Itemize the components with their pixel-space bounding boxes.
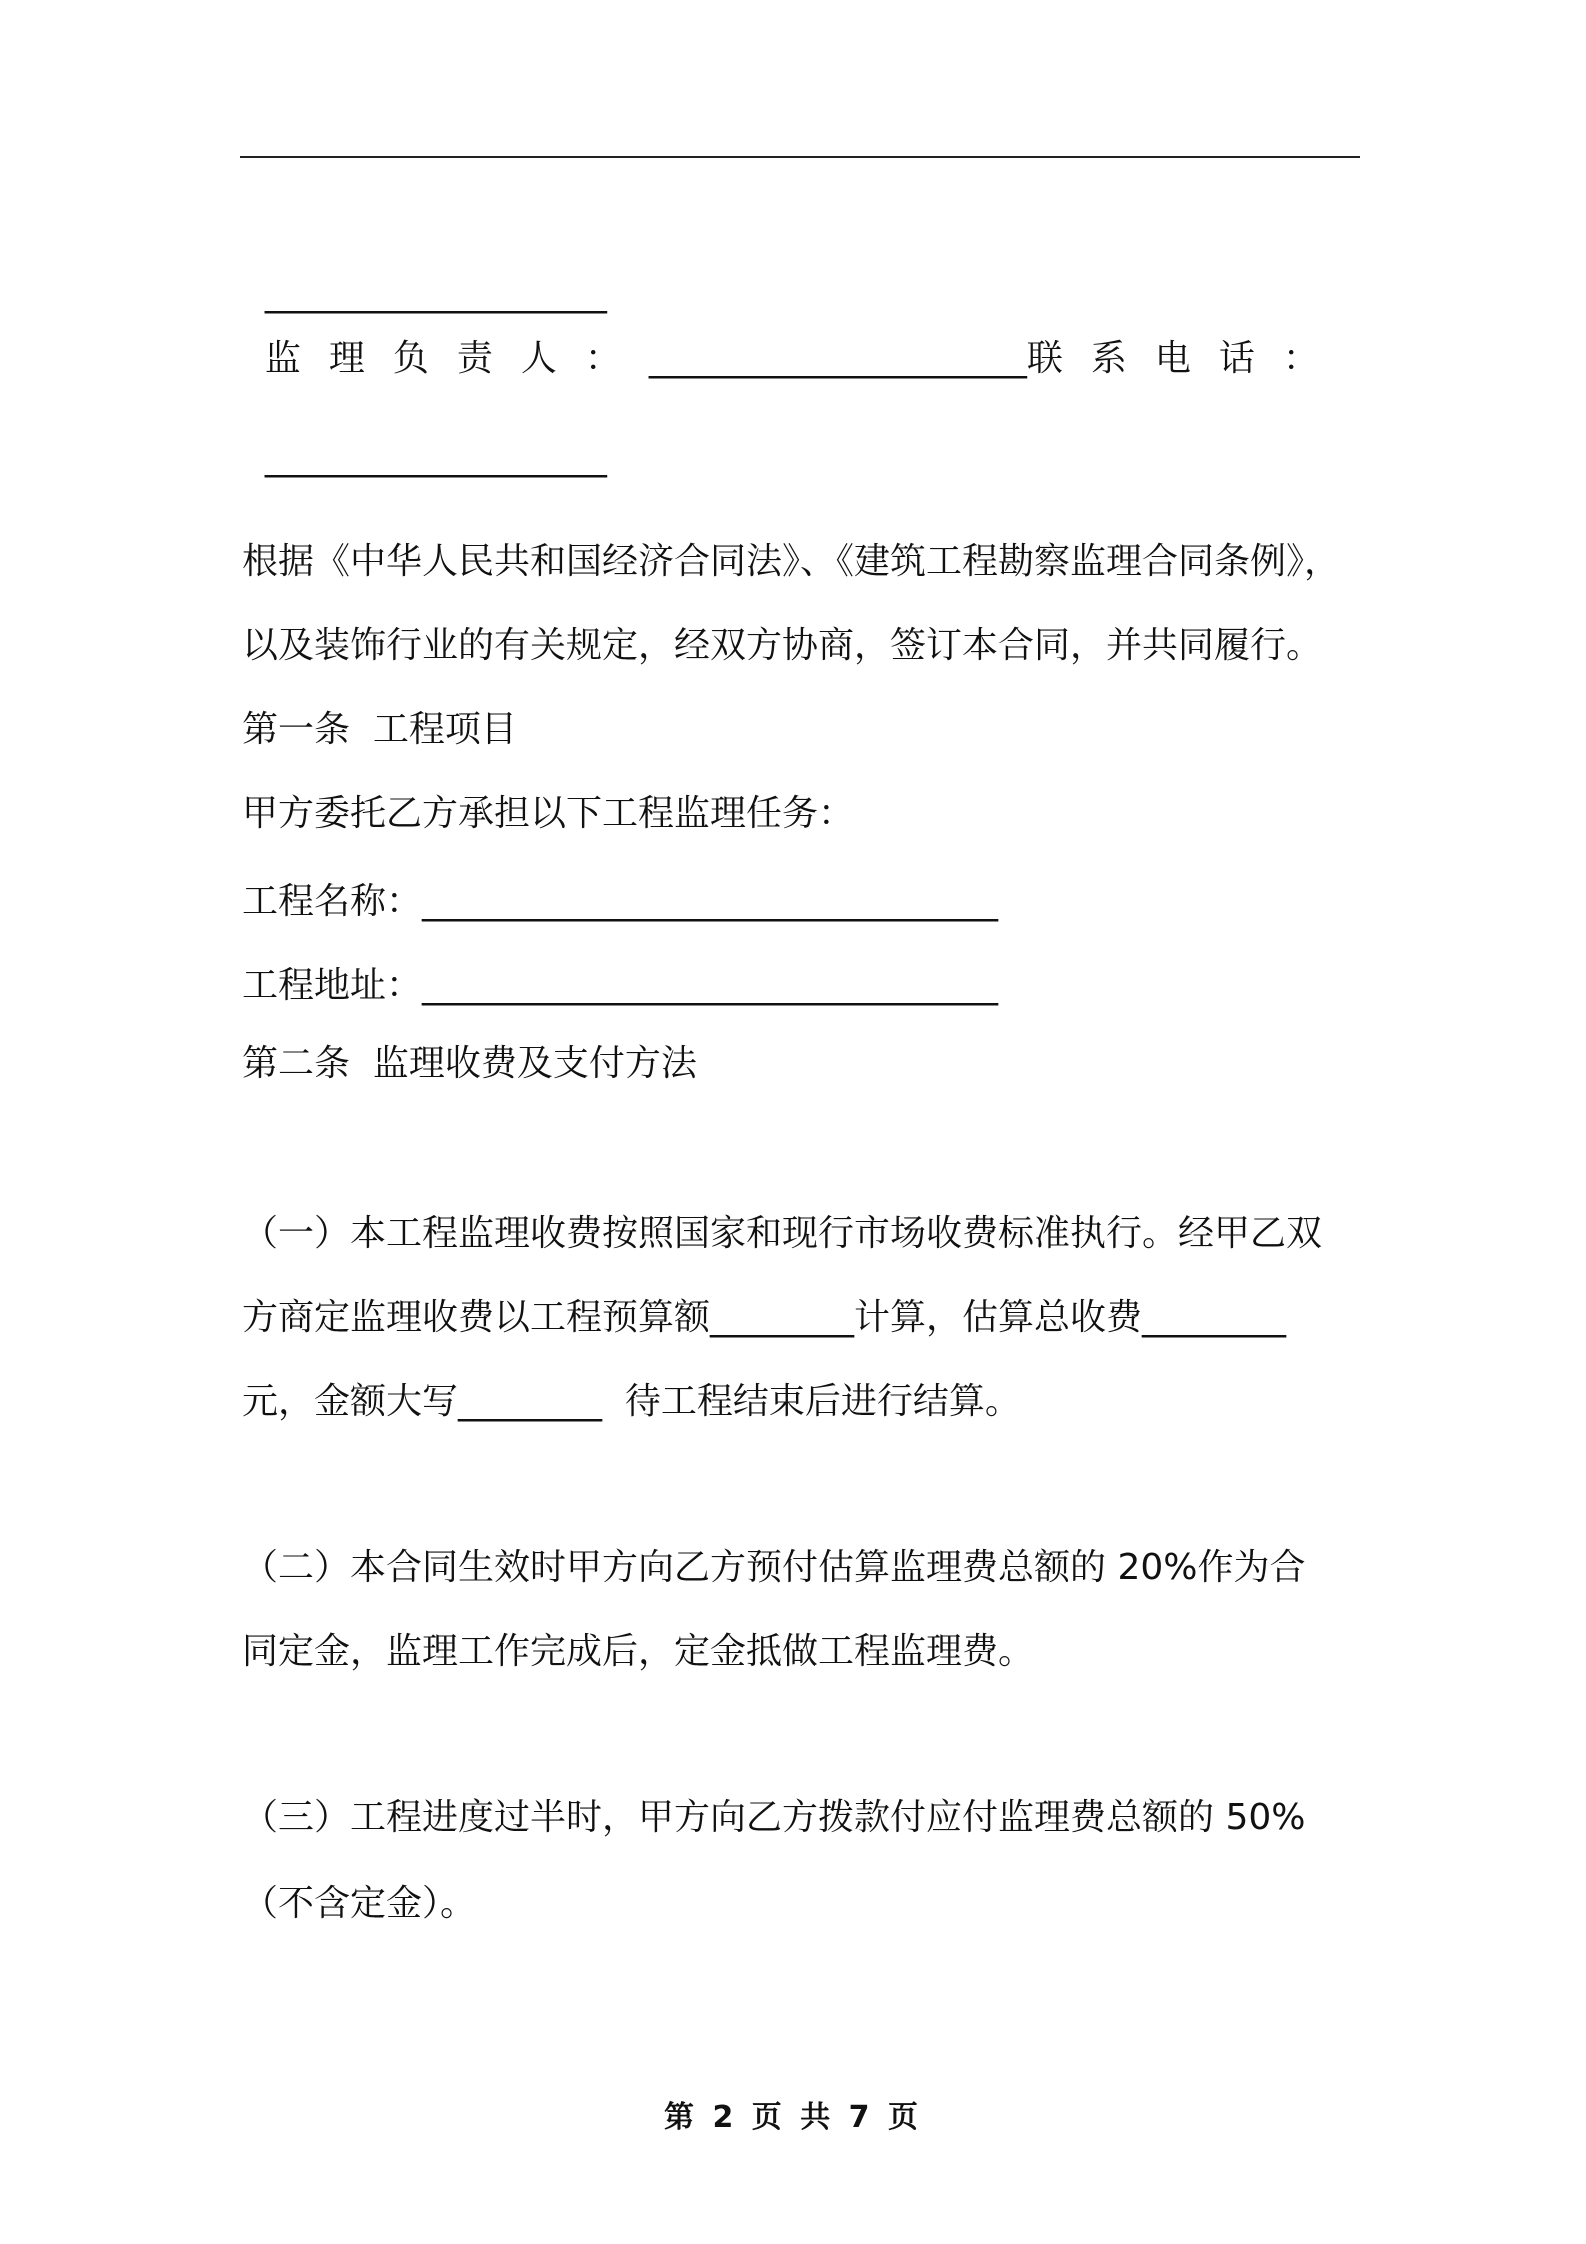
header-rule (240, 156, 1360, 158)
signature-blank-line-2 (242, 386, 607, 482)
project-address-line: 工程地址：________________________________ (242, 965, 999, 1006)
supervisor-blank: _____________________ (648, 338, 1027, 379)
clause-2-line-2: 同定金，监理工作完成后，定金抵做工程监理费。 (242, 1631, 1035, 1672)
intro-line-1: 根据《中华人民共和国经济合同法》、《建筑工程勘察监理合同条例》， (242, 541, 1341, 582)
blank-underline: ___________________ (264, 437, 607, 478)
intro-line-2: 以及装饰行业的有关规定，经双方协商，签订本合同，并共同履行。 (242, 625, 1323, 666)
clause-1-line-2: 方商定监理收费以工程预算额________计算，估算总收费________ (242, 1297, 1287, 1338)
clause-3-line-2: （不含定金）。 (242, 1883, 477, 1924)
article-1-body: 甲方委托乙方承担以下工程监理任务： (242, 793, 855, 834)
clause-1-line-1: （一）本工程监理收费按照国家和现行市场收费标准执行。经甲乙双 (242, 1213, 1323, 1254)
clause-3-line-1: （三）工程进度过半时，甲方向乙方拨款付应付监理费总额的 50% (242, 1797, 1306, 1838)
project-name-line: 工程名称：________________________________ (242, 881, 999, 922)
clause-1-line-3: 元，金额大写________ 待工程结束后进行结算。 (242, 1381, 1021, 1422)
phone-label: 联系电话： (1026, 338, 1347, 379)
article-1-heading: 第一条 工程项目 (242, 709, 517, 750)
article-2-heading: 第二条 监理收费及支付方法 (242, 1043, 697, 1084)
clause-2-line-1: （二）本合同生效时甲方向乙方预付估算监理费总额的 20%作为合 (242, 1547, 1306, 1588)
blank-underline: ___________________ (264, 273, 607, 314)
signature-row (242, 287, 1347, 383)
supervisor-label: 监理负责人： (264, 338, 649, 379)
page-indicator: 第 2 页 共 7 页 (664, 2100, 922, 2135)
